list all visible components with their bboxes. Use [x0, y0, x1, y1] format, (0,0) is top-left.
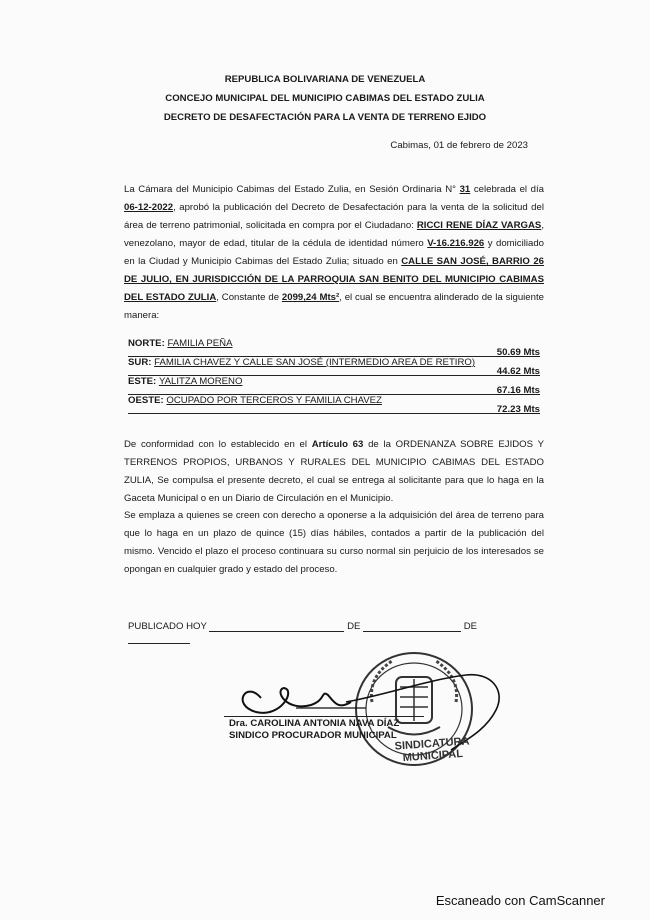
scanner-footer: Escaneado con CamScanner	[435, 893, 605, 908]
text-segment: , Constante de	[216, 292, 282, 303]
boundaries-list	[128, 338, 540, 414]
signer-block	[229, 718, 399, 742]
boundary-value: FAMILIA PEÑA	[167, 338, 233, 349]
boundary-north	[128, 338, 540, 357]
property-area: 2099,24 Mts²	[281, 292, 340, 303]
boundary-measure: 67.16 Mts	[496, 385, 540, 396]
text-segment: y domiciliado en la Ciudad y Municipio Cabimas del Estado Zulia; situado en	[124, 238, 544, 267]
boundary-measure: 72.23 Mts	[496, 404, 540, 415]
published-blank-month	[363, 620, 461, 632]
boundary-label-text: SUR:	[128, 357, 152, 368]
boundary-label	[128, 395, 382, 406]
text-segment: La Cámara del Municipio Cabimas del Estado Zulia, en Sesión Ordinaria N°	[124, 184, 460, 195]
boundary-measure: 44.62 Mts	[496, 366, 540, 377]
published-de-2: DE	[463, 621, 478, 632]
signature-line	[224, 716, 424, 717]
session-number: 31	[459, 184, 471, 195]
stamp-line-2: MUNICIPAL	[402, 747, 464, 765]
citizen-name: RICCI RENE DÍAZ VARGAS	[416, 220, 542, 231]
session-date: 06-12-2022	[124, 202, 174, 213]
boundary-value: OCUPADO POR TERCEROS Y FAMILIA CHAVEZ	[166, 395, 382, 406]
paragraph-decree	[124, 181, 544, 325]
boundary-south	[128, 357, 540, 376]
citizen-id: V-16.216.926	[427, 238, 485, 249]
boundary-label-text: NORTE:	[128, 338, 165, 349]
stamp-line-1: SINDICATURA	[394, 735, 470, 753]
document-header	[0, 70, 650, 127]
signer-name: Dra. CAROLINA ANTONIA NAVA DÍAZ	[229, 718, 400, 729]
boundary-value: YALITZA MORENO	[158, 376, 243, 387]
boundary-label	[128, 357, 475, 368]
published-blank-year	[128, 632, 190, 644]
signer-title: SINDICO PROCURADOR MUNICIPAL	[229, 730, 397, 741]
header-line-3: DECRETO DE DESAFECTACIÓN PARA LA VENTA DE TERRENO EJIDO	[163, 112, 487, 123]
boundary-label	[128, 338, 233, 349]
text-segment: , aprobó la publicación del Decreto de Desafectación para la venta de la solicitud del área de terreno patrimonial, solicitada en compra por el Ciudadano:	[124, 202, 544, 231]
text-segment: , el cual se encuentra alinderado de la siguiente manera:	[124, 292, 544, 321]
boundary-label-text: OESTE:	[128, 395, 164, 406]
paragraph-summons: Se emplaza a quienes se creen con derecho a oponerse a la adquisición del área de terreno para que lo haga en un plazo de quince (15) días hábiles, contados a partir de la publicación del mismo. Vencido el plazo el proceso continuara su curso normal sin perjuicio de los interesados se opongan en cualquier grado y estado del proceso.	[124, 510, 544, 575]
published-blank-day	[209, 620, 344, 632]
boundary-label-text: ESTE:	[128, 376, 157, 387]
text-segment: , venezolano, mayor de edad, titular de la cédula de identidad número	[124, 220, 544, 249]
published-line	[128, 620, 540, 644]
boundary-measure: 50.69 Mts	[496, 347, 540, 358]
paragraph-ordinance	[124, 436, 544, 508]
text-segment: de la ORDENANZA SOBRE EJIDOS Y TERRENOS PROPIOS, URBANOS Y RURALES DEL MUNICIPIO CABIMAS DEL ESTADO ZULIA, Se compulsa el presente decreto, el cual se entrega al solicitante para que lo haga en la Gaceta Municipal o en un Diario de Circulación en el Municipio.	[124, 439, 544, 504]
header-line-2: CONCEJO MUNICIPAL DEL MUNICIPIO CABIMAS DEL ESTADO ZULIA	[165, 93, 485, 104]
article-reference: Artículo 63	[311, 439, 364, 450]
published-de-1: DE	[347, 621, 361, 632]
text-segment: De conformidad con lo establecido en el	[124, 439, 312, 450]
document-date: Cabimas, 01 de febrero de 2023	[390, 140, 528, 151]
header-line-1: REPUBLICA BOLIVARIANA DE VENEZUELA	[224, 74, 426, 85]
published-label: PUBLICADO HOY	[128, 621, 207, 632]
boundary-west	[128, 395, 540, 414]
boundary-east	[128, 376, 540, 395]
text-segment: celebrada el día	[470, 184, 544, 195]
property-location: CALLE SAN JOSÉ, BARRIO 26 DE JULIO, EN JURISDICCIÓN DE LA PARROQUIA SAN BENITO DEL MUNICIPIO CABIMAS DEL ESTADO ZULIA	[124, 256, 544, 303]
boundary-value: FAMILIA CHAVEZ Y CALLE SAN JOSÉ (INTERMEDIO AREA DE RETIRO)	[154, 357, 476, 368]
boundary-label	[128, 376, 242, 387]
